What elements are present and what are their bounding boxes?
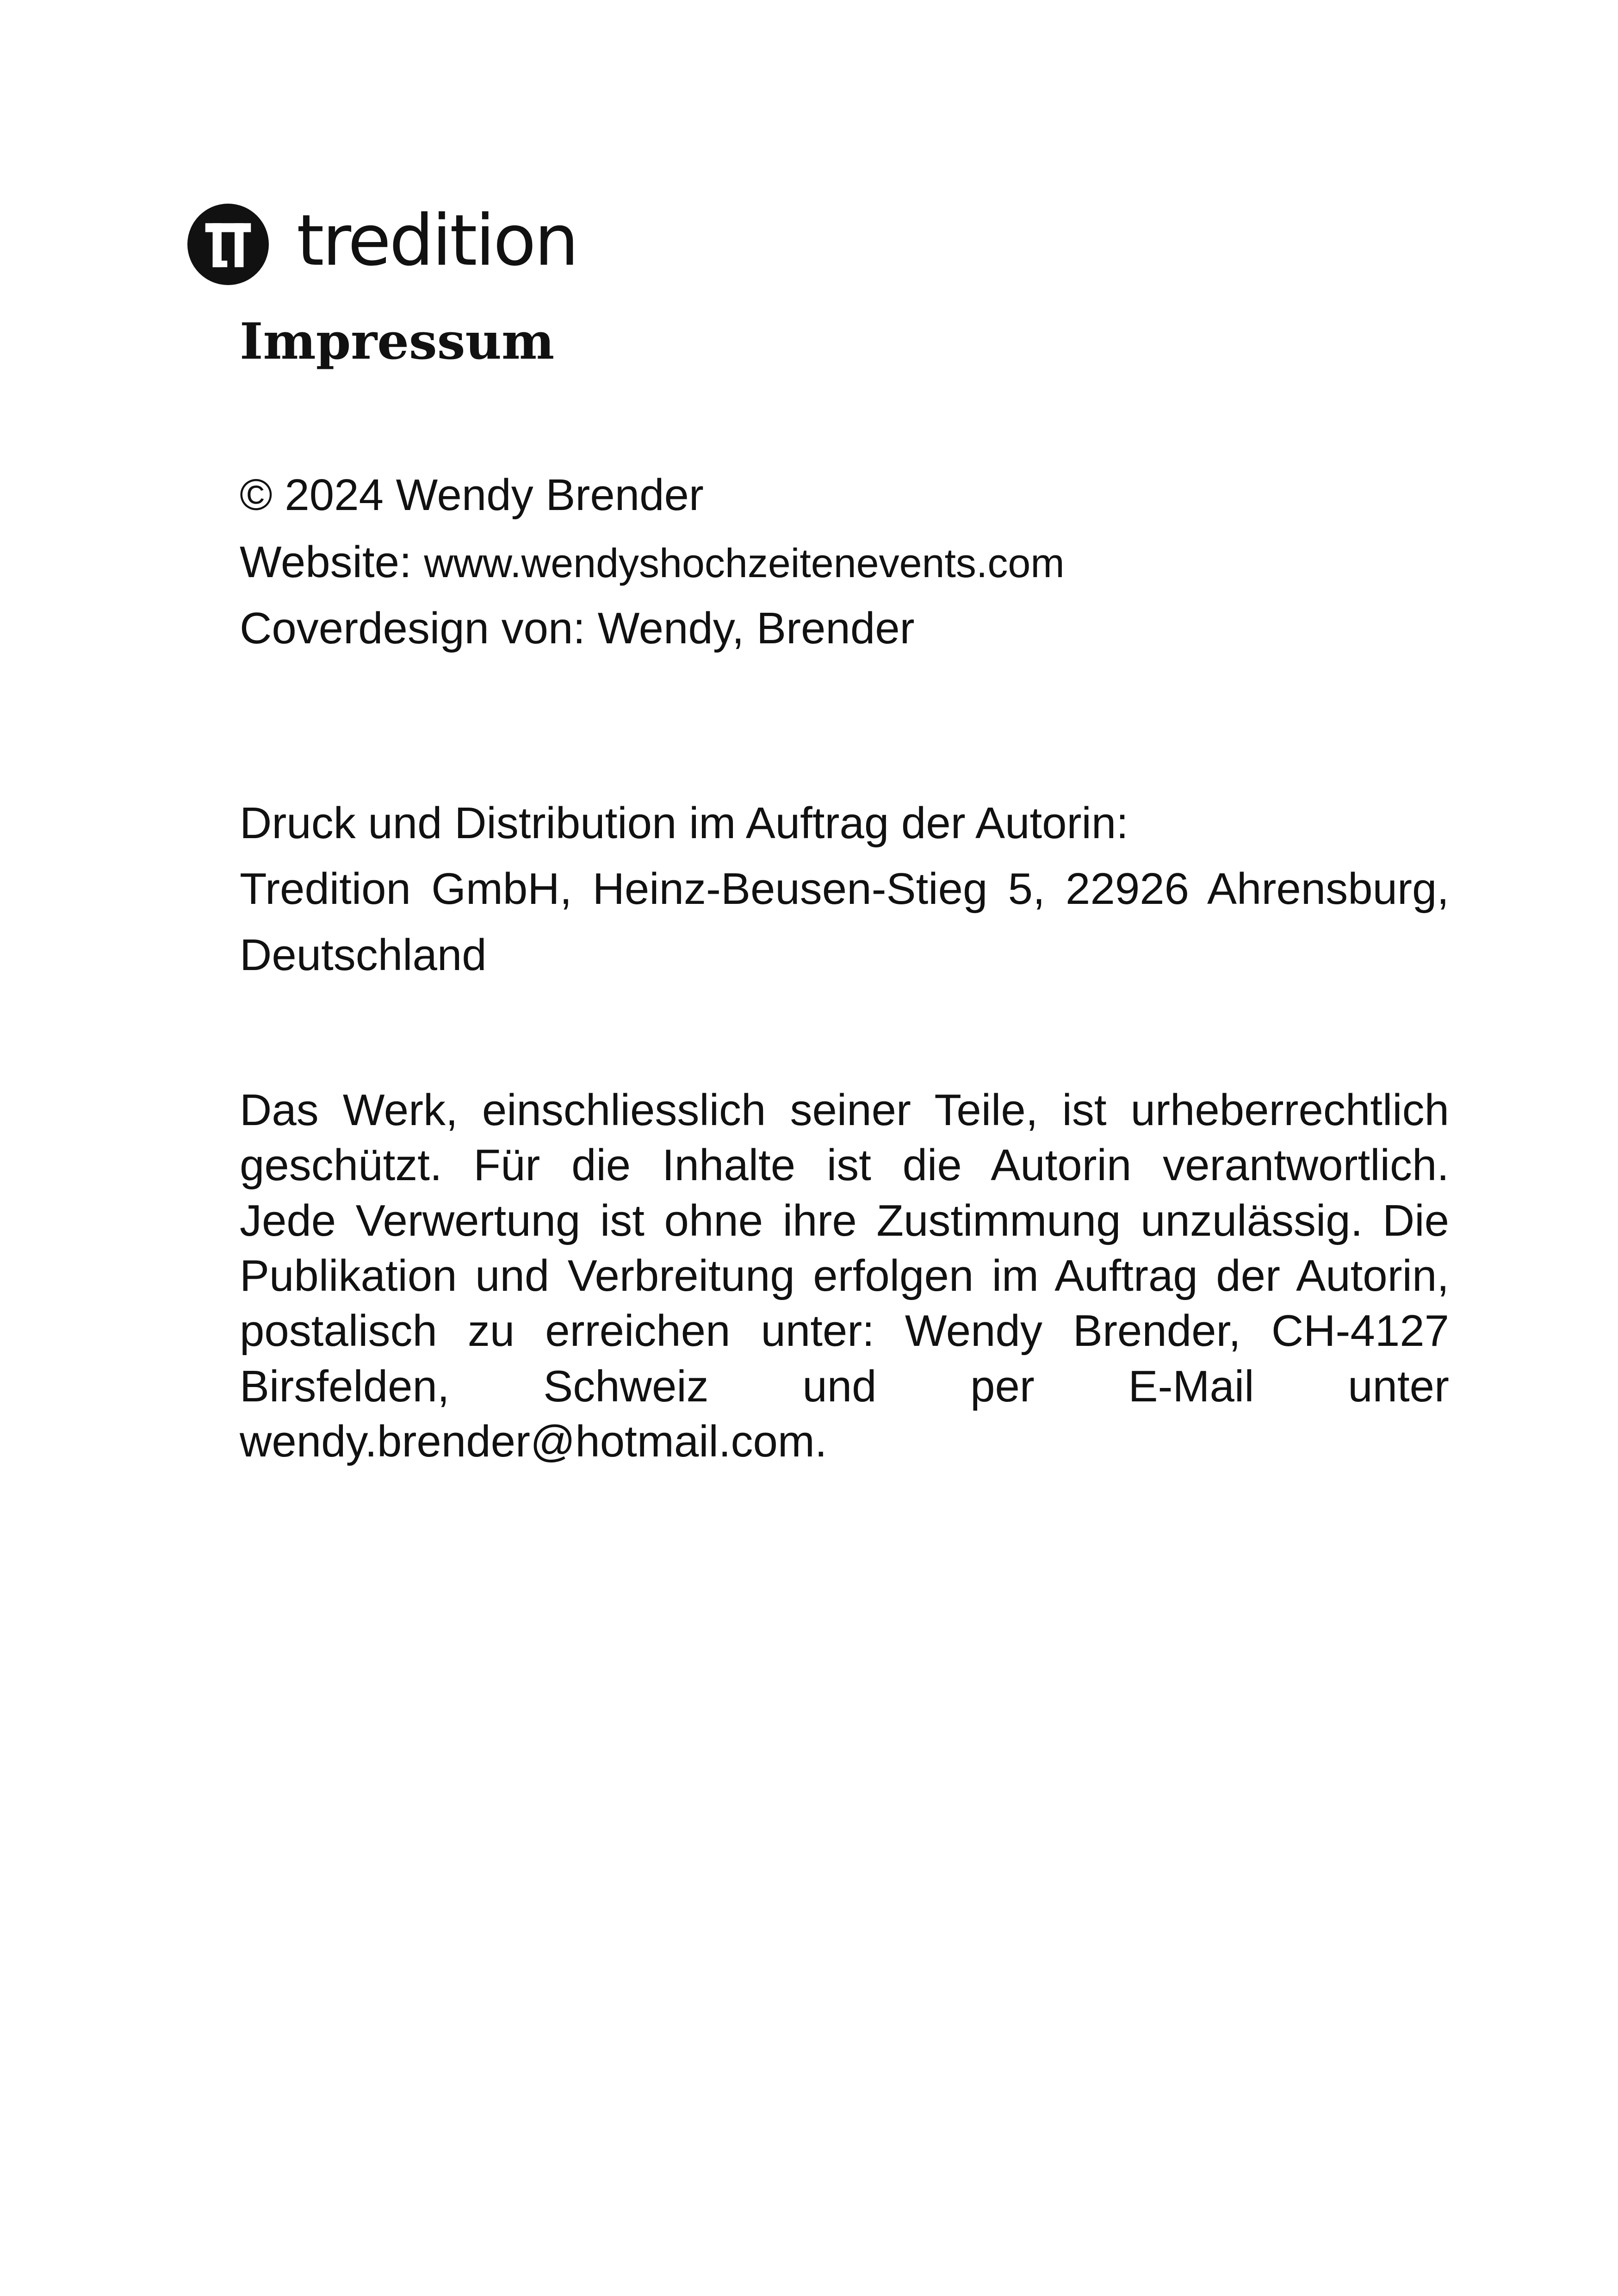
notice-line: Publikation und Verbreitung erfolgen im Auftrag der Autorin, (240, 1251, 1449, 1300)
website-label: Website: (240, 537, 412, 587)
website-line (240, 535, 1065, 589)
copyright-line: © 2024 Wendy Brender (240, 470, 704, 520)
website-url: www.wendyshochzeitenevents.com (424, 540, 1065, 586)
distribution-country: Deutschland (240, 930, 487, 980)
distribution-heading: Druck und Distribution im Auftrag der Autorin: (240, 798, 1128, 848)
page-title: Impressum (240, 312, 555, 371)
cover-design-line: Coverdesign von: Wendy, Brender (240, 604, 915, 653)
tredition-logo-icon (187, 204, 269, 285)
brand-wordmark: tredition (297, 199, 577, 281)
notice-line: geschützt. Für die Inhalte ist die Autorin verantwortlich. (240, 1140, 1449, 1190)
notice-line: Birsfelden, Schweiz und per E-Mail unter (240, 1362, 1449, 1411)
notice-email-line: wendy.brender@hotmail.com. (240, 1417, 827, 1466)
notice-line: Das Werk, einschliesslich seiner Teile, ist urheberrechtlich (240, 1085, 1449, 1135)
notice-line: postalisch zu erreichen unter: Wendy Brender, CH-4127 (240, 1306, 1449, 1356)
tredition-logo (187, 199, 577, 286)
notice-line: Jede Verwertung ist ohne ihre Zustimmung unzulässig. Die (240, 1196, 1449, 1245)
distribution-address-line: Tredition GmbH, Heinz-Beusen-Stieg 5, 22926 Ahrensburg, (240, 864, 1449, 914)
